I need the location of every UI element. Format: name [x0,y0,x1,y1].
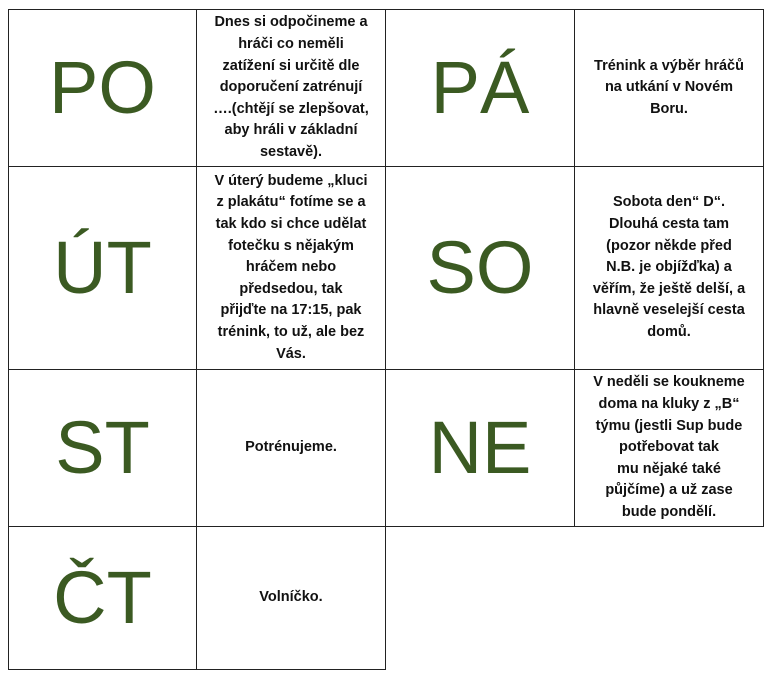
note-line: tak kdo si chce udělat [215,216,367,233]
note-line: doporučení zatrénují [219,79,363,96]
note-line: V neděli se koukneme [593,374,745,391]
note-line: Vás. [276,345,306,362]
note-line: přijďte na 17:15, pak [220,302,362,319]
day-note-st [196,369,386,527]
day-label-so: SO [385,166,575,370]
day-note-ut-text [214,171,367,365]
day-note-pa-text [594,56,744,121]
note-line: Potrénujeme. [245,439,337,456]
note-line: fotečku s nějakým [228,237,354,254]
day-note-ut [196,166,386,370]
day-note-ct [196,526,386,670]
note-line: hlavně veselejší cesta [593,302,745,319]
day-label-ut: ÚT [8,166,197,370]
note-line: ….(chtějí se zlepšovat, [213,100,369,117]
note-line: domů. [647,323,691,340]
note-line: doma na kluky z „B“ [598,396,740,413]
day-label-pa: PÁ [385,9,575,167]
note-line: V úterý budeme „kluci [214,172,368,189]
note-line: Boru. [650,100,688,117]
note-line: týmu (jestli Sup bude [595,417,743,434]
day-note-so-text [593,192,745,343]
note-line: půjčíme) a už zase [605,482,733,499]
note-line: potřebovat tak [619,439,719,456]
note-line: Dlouhá cesta tam [608,216,730,233]
note-line: věřím, že ještě delší, a [592,280,746,297]
day-note-pa [574,9,764,167]
day-note-st-text [245,437,337,459]
note-line: hráči co neměli [238,36,344,53]
day-label-st: ST [8,369,197,527]
day-note-ne [574,369,764,527]
note-line: na utkání v Novém [604,79,734,96]
day-label-ct: ČT [8,526,197,670]
note-line: předsedou, tak [239,280,343,297]
day-note-ct-text [259,587,322,609]
note-line: zatížení si určitě dle [222,57,360,74]
day-label-po: PO [8,9,197,167]
note-line: sestavě). [259,143,323,160]
note-line: mu nějaké také [617,460,721,477]
note-line: (pozor někde před [606,237,732,254]
note-line: N.B. je objížďka) a [606,259,732,276]
day-note-so [574,166,764,370]
note-line: Dnes si odpočineme a [214,14,368,31]
day-label-ne: NE [385,369,575,527]
day-note-po [196,9,386,167]
note-line: Sobota den“ D“. [613,194,725,211]
day-note-po-text [213,12,369,163]
note-line: Volníčko. [259,589,323,606]
note-line: z plakátu“ fotíme se a [216,194,366,211]
note-line: Trénink a výběr hráčů [594,57,744,74]
note-line: aby hráli v základní [224,122,358,139]
note-line: trénink, to už, ale bez [217,323,365,340]
note-line: bude pondělí. [621,503,717,520]
day-note-ne-text [593,372,745,523]
note-line: hráčem nebo [245,259,337,276]
